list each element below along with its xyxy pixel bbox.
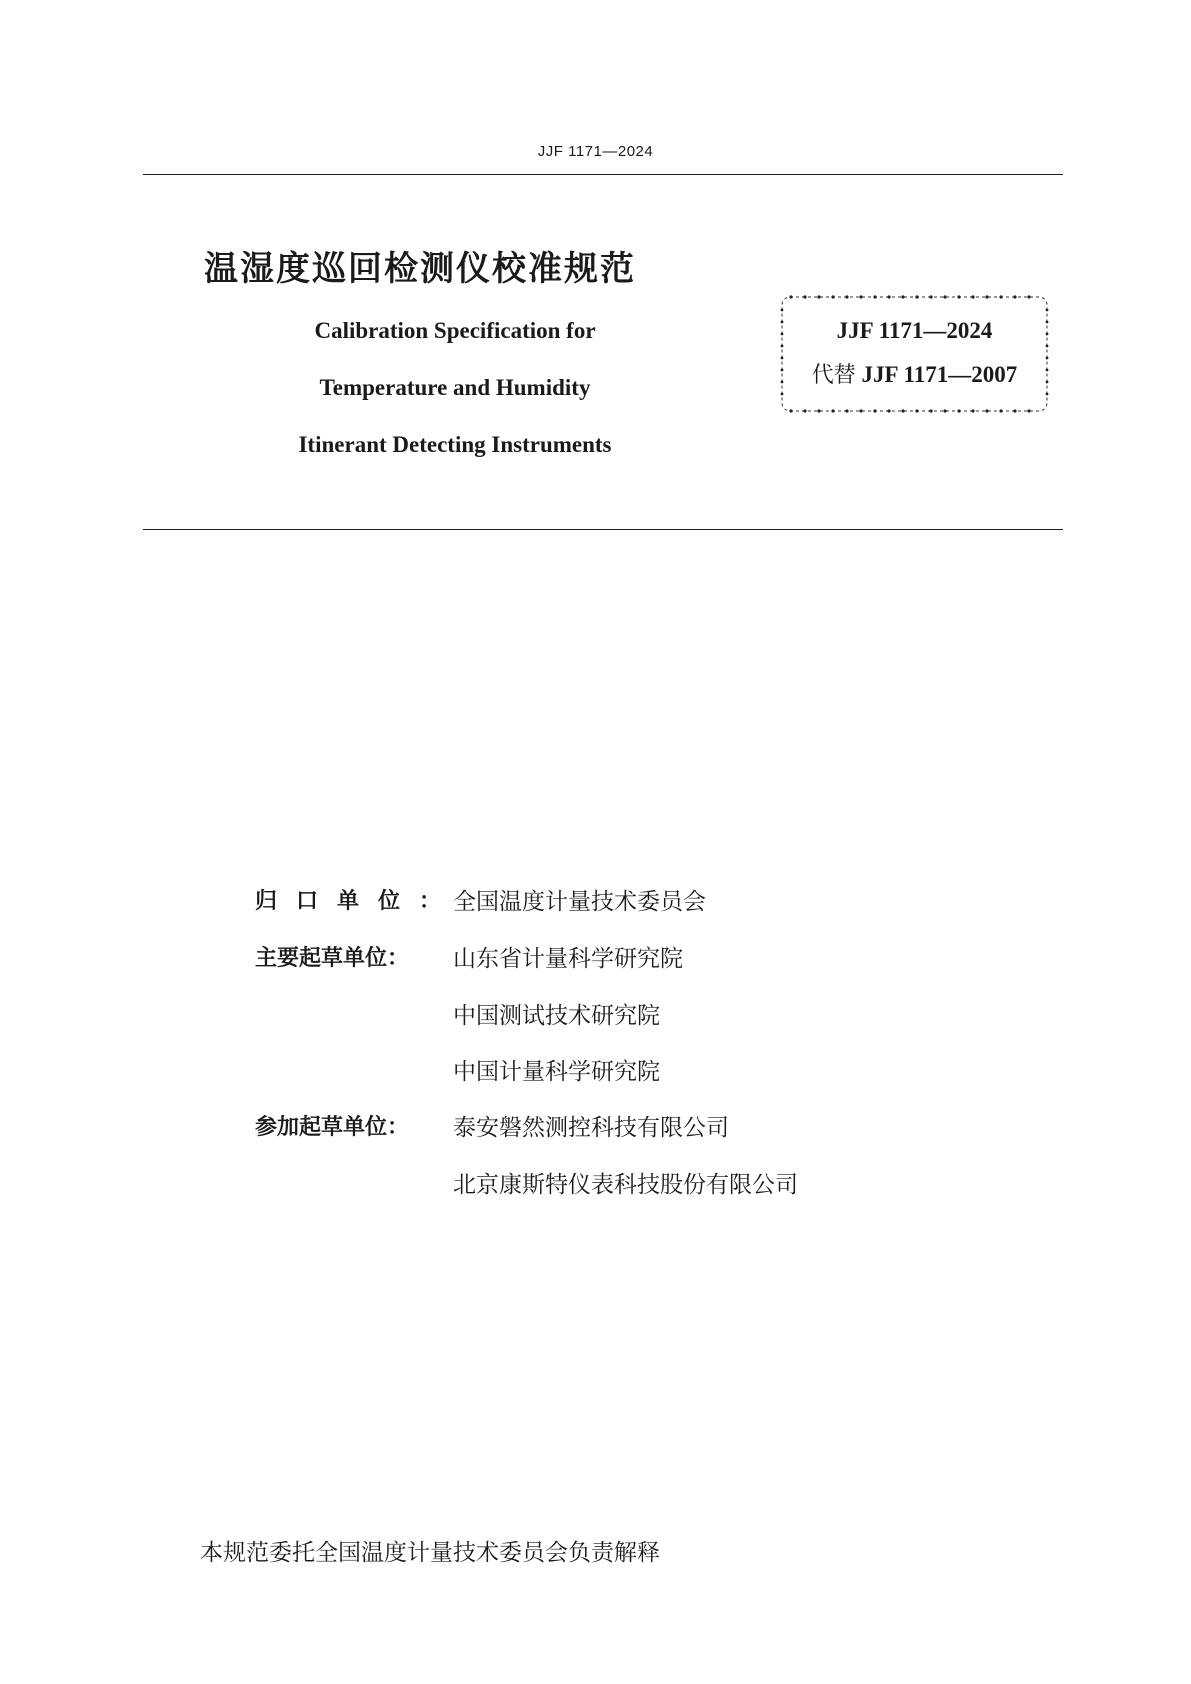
interpretation-note: 本规范委托全国温度计量技术委员会负责解释	[200, 1540, 660, 1566]
document-title-english-line-3: Itinerant Detecting Instruments	[298, 432, 612, 457]
main-drafting-unit-label: 主要起草单位：	[255, 946, 410, 971]
participating-unit-2: 北京康斯特仪表科技股份有限公司	[453, 1172, 798, 1198]
header-standard-code: JJF 1171—2024	[537, 143, 654, 160]
participating-unit-label: 参加起草单位：	[255, 1115, 410, 1140]
main-drafting-unit-2: 中国测试技术研究院	[453, 1003, 660, 1029]
standard-number: JJF 1171—2024	[836, 318, 993, 343]
title-bottom-rule	[143, 529, 1063, 530]
centralized-unit-label: 归口单位：	[255, 889, 442, 914]
decorative-border	[777, 292, 1052, 416]
document-title-english-line-2: Temperature and Humidity	[319, 375, 591, 400]
document-title-chinese: 温湿度巡回检测仪校准规范	[204, 249, 636, 289]
header-rule	[143, 174, 1063, 175]
participating-unit-1: 泰安磐然测控科技有限公司	[453, 1115, 729, 1141]
document-title-english-line-1: Calibration Specification for	[314, 318, 596, 343]
replaces-standard	[777, 358, 1052, 389]
replaces-prefix: 代替	[811, 363, 856, 388]
replaces-number: JJF 1171—2007	[861, 362, 1018, 387]
main-drafting-unit-1: 山东省计量科学研究院	[453, 946, 683, 972]
standard-number-box	[777, 292, 1052, 416]
main-drafting-unit-3: 中国计量科学研究院	[453, 1059, 660, 1085]
centralized-unit-value: 全国温度计量技术委员会	[453, 889, 706, 915]
